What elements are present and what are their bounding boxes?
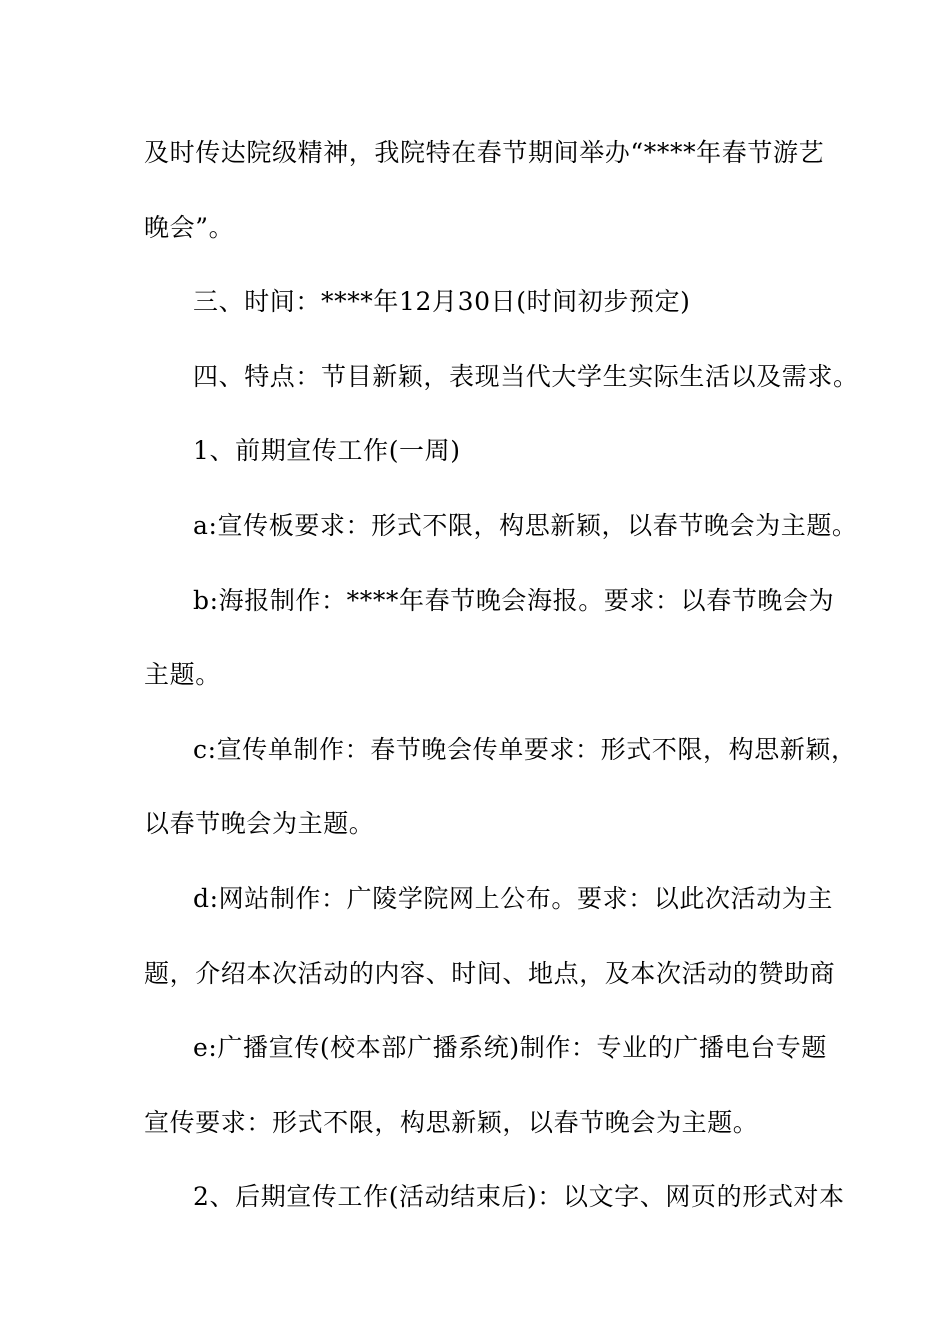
section-time: 三、时间：****年12月30日(时间初步预定) (193, 287, 691, 316)
item-b: b:海报制作：****年春节晚会海报。要求：以春节晚会为 (193, 586, 835, 615)
paragraph-line: 晚会”。 (144, 213, 235, 242)
paragraph-line: 宣传要求：形式不限，构思新颖，以春节晚会为主题。 (144, 1108, 759, 1137)
item-e: e:广播宣传(校本部广播系统)制作：专业的广播电台专题 (193, 1033, 827, 1062)
paragraph-line: 题，介绍本次活动的内容、时间、地点，及本次活动的赞助商 (144, 959, 836, 988)
section-features: 四、特点：节目新颖，表现当代大学生实际生活以及需求。 (193, 362, 859, 391)
item-a: a:宣传板要求：形式不限，构思新颖，以春节晚会为主题。 (193, 511, 858, 540)
paragraph-line: 主题。 (144, 660, 221, 689)
item-later-publicity: 2、后期宣传工作(活动结束后)：以文字、网页的形式对本 (193, 1182, 845, 1211)
item-c: c:宣传单制作：春节晚会传单要求：形式不限，构思新颖， (193, 735, 857, 764)
item-early-publicity: 1、前期宣传工作(一周) (193, 436, 461, 465)
paragraph-line: 以春节晚会为主题。 (144, 809, 375, 838)
paragraph-line: 及时传达院级精神，我院特在春节期间举办“****年春节游艺 (144, 138, 825, 167)
item-d: d:网站制作：广陵学院网上公布。要求：以此次活动为主 (193, 884, 834, 913)
